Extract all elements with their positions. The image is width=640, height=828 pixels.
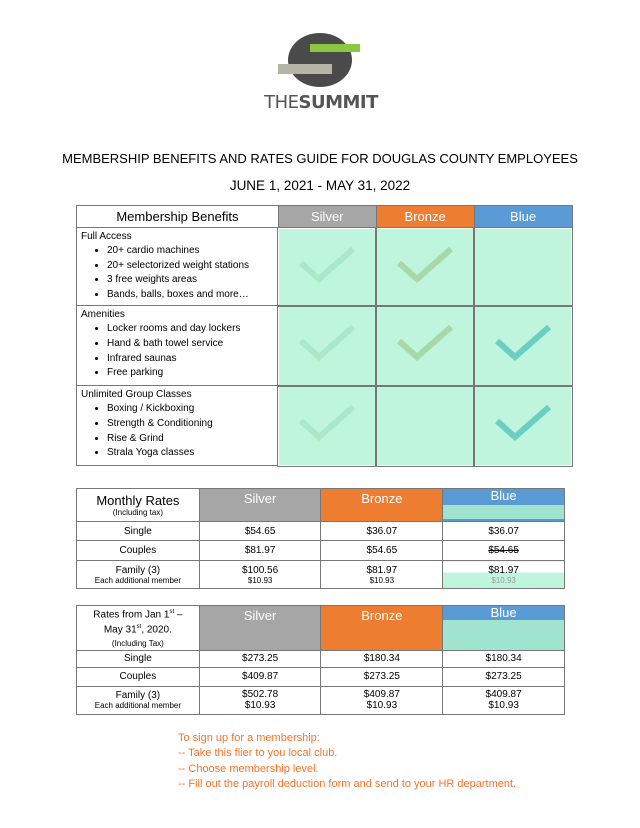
check-cell-blue-empty [474,228,572,306]
monthly-rates-table [76,488,565,589]
jan-title-line1: Rates from Jan 1st – [93,609,183,621]
check-icon [297,245,357,285]
check-icon [395,323,455,363]
benefit-title: Unlimited Group Classes [81,389,192,401]
check-cell-blue [474,386,572,466]
price-blue: $81.97 [488,564,519,576]
benefit-item: • Strala Yoga classes [107,446,273,461]
additional-bronze: $10.93 [369,575,395,585]
check-icon [493,403,553,443]
price-blue: $409.87 [485,689,522,701]
jan-family-row [77,686,565,714]
check-icon [297,403,357,443]
tier-bronze-header: Bronze [321,606,443,651]
jan-header-row [77,606,565,651]
date-range: JUNE 1, 2021 - MAY 31, 2022 [229,178,411,193]
jan-header [77,606,200,651]
benefit-item: • Rise & Grind [107,432,273,447]
benefit-item: • Strength & Conditioning [107,417,273,432]
additional-member-label: Each additional member [94,701,182,711]
jan-subtitle: (Including Tax) [111,638,164,648]
benefit-item: • Free parking [107,366,273,381]
benefit-amenities [77,306,279,386]
row-label-family [77,686,200,714]
monthly-family-row [77,561,565,589]
benefit-item: • 20+ cardio machines [107,244,273,259]
benefit-item: • 3 free weights areas [107,273,273,288]
tier-silver-header: Silver [199,606,321,651]
benefit-group-classes [77,386,279,466]
tier-bronze-header: Bronze [321,489,443,522]
tier-blue-header [443,606,565,651]
price-blue: $273.25 [443,667,565,686]
price-bronze: $273.25 [321,667,443,686]
tier-bronze-header: Bronze [376,206,474,228]
check-cell-bronze [376,228,474,306]
price-silver: $54.65 [199,522,321,541]
additional-silver: $10.93 [247,575,273,585]
benefit-item: • Bands, balls, boxes and more… [107,288,273,303]
tier-blue-header: Blue [474,206,572,228]
check-cell-blue [474,306,572,386]
benefit-item: • 20+ selectorized weight stations [107,259,273,274]
benefits-header: Membership Benefits [77,206,279,228]
additional-silver: $10.93 [244,700,276,712]
check-cell-bronze [376,306,474,386]
price-blue: $180.34 [443,650,565,667]
family-label: Family (3) [115,690,161,702]
tier-blue-label: Blue [443,606,564,620]
jan-may-rates-table [76,605,565,715]
check-icon [297,323,357,363]
row-label-single: Single [77,522,200,541]
jan-couples-row [77,667,565,686]
signup-heading: To sign up for a membership: [178,732,320,744]
benefit-item: • Hand & bath towel service [107,337,273,352]
price-bronze: $81.97 [366,564,398,576]
row-label-family [77,561,200,589]
price-blue-cell [443,686,565,714]
price-silver: $100.56 [242,564,279,576]
benefit-item: • Boxing / Kickboxing [107,402,273,417]
price-silver: $81.97 [199,541,321,561]
additional-bronze: $10.93 [366,700,398,712]
benefit-row-full-access [77,228,573,306]
monthly-couples-row [77,541,565,561]
tier-silver-header: Silver [199,489,321,522]
price-bronze-cell [321,561,443,589]
tier-blue-header [443,489,565,522]
price-bronze: $36.07 [321,522,443,541]
row-label-couples: Couples [77,541,200,561]
check-cell-silver [278,386,376,466]
tier-blue-label: Blue [443,489,564,503]
price-bronze: $409.87 [363,689,400,701]
additional-blue: $10.93 [488,700,519,712]
monthly-subtitle: (Including tax) [112,508,163,517]
summit-wordmark: THESUMMIT [264,92,378,113]
signup-step: -- Take this flier to you local club. [178,747,338,760]
signup-instructions [178,731,516,793]
price-bronze: $54.65 [321,541,443,561]
check-cell-bronze-empty [376,386,474,466]
tier-silver-header: Silver [278,206,376,228]
price-silver-cell [199,561,321,589]
benefit-title: Full Access [81,231,132,242]
benefit-item: • Locker rooms and day lockers [107,322,273,337]
page-title: MEMBERSHIP BENEFITS AND RATES GUIDE FOR DOUGLAS COUNTY EMPLOYEES [62,151,578,166]
check-icon [493,323,553,363]
signup-step: -- Fill out the payroll deduction form and send to your HR department. [178,778,517,791]
family-label: Family (3) [115,564,161,576]
benefit-full-access [77,228,279,306]
benefits-table [76,205,573,467]
jan-single-row [77,650,565,667]
check-cell-silver [278,306,376,386]
benefits-header-row [77,206,573,228]
price-blue: $54.65 [488,545,519,556]
jan-title-line2: May 31st, 2020. [103,624,172,636]
additional-blue: $10.93 [491,575,516,585]
check-icon [395,245,455,285]
row-label-couples: Couples [77,667,200,686]
benefit-title: Amenities [81,309,125,321]
price-bronze-cell [321,686,443,714]
price-blue-cell [443,541,565,561]
check-cell-silver [278,228,376,306]
benefit-row-group-classes [77,386,573,466]
price-silver-cell [199,686,321,714]
monthly-header-row [77,489,565,522]
monthly-title: Monthly Rates [96,493,180,508]
benefit-item: • Infrared saunas [107,352,273,367]
monthly-single-row [77,522,565,541]
blue-highlight [443,505,564,519]
price-blue-cell [443,561,565,589]
additional-member-label: Each additional member [94,575,182,585]
price-bronze: $180.34 [321,650,443,667]
monthly-header [77,489,200,522]
price-silver: $409.87 [199,667,321,686]
price-blue: $36.07 [443,522,565,541]
benefit-row-amenities [77,306,573,386]
price-silver: $502.78 [242,689,279,701]
price-silver: $273.25 [199,650,321,667]
row-label-single: Single [77,650,200,667]
signup-step: -- Choose membership level. [178,762,319,775]
